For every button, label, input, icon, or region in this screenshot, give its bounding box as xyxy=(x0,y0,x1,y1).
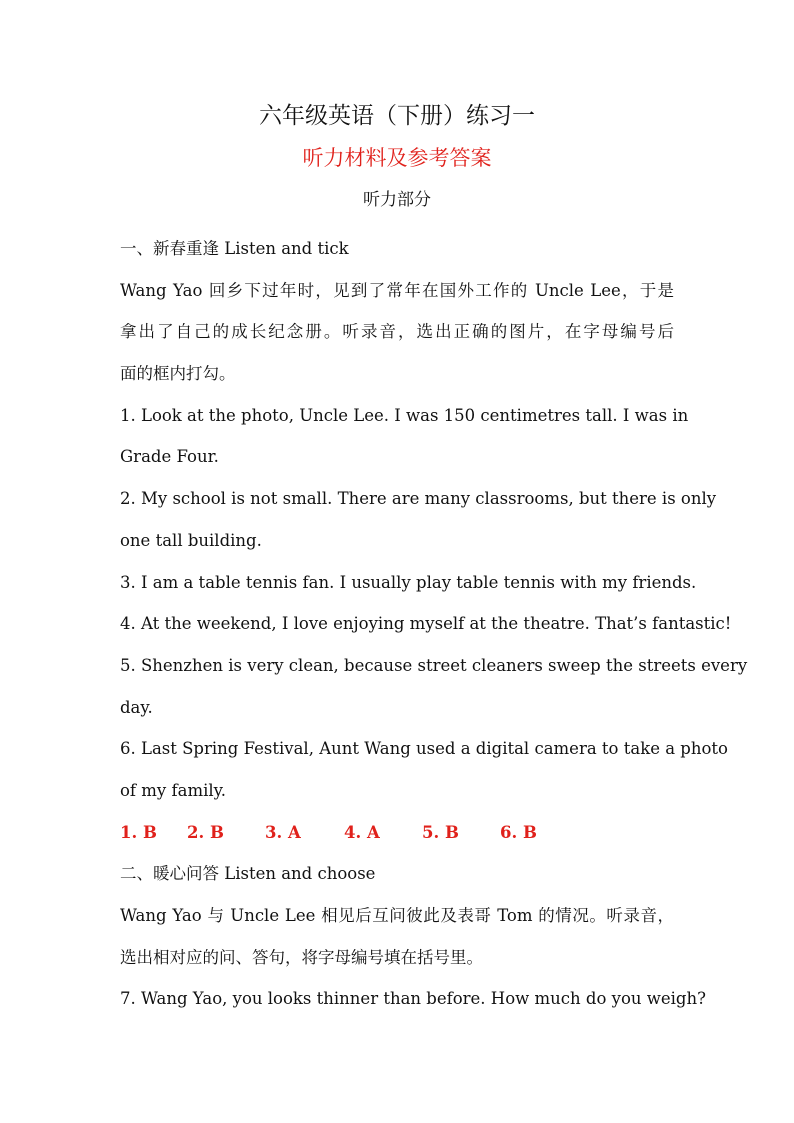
question-5-line: 5. Shenzhen is very clean, because street cleaners sweep the streets every xyxy=(120,655,748,675)
question-4-line: 4. At the weekend, I love enjoying myself at the theatre. That’s fantastic! xyxy=(120,614,732,634)
question-1-line: 1. Look at the photo, Uncle Lee. I was 150 centimetres tall. I was in xyxy=(120,405,689,425)
answer-5: 5. B xyxy=(422,822,459,842)
question-6-line: 6. Last Spring Festival, Aunt Wang used a digital camera to take a photo xyxy=(120,739,728,759)
question-2-line: one tall building. xyxy=(120,530,262,550)
section2-intro-line: Wang Yao 与 Uncle Lee 相见后互问彼此及表哥 Tom 的情况。听录音， xyxy=(120,906,674,925)
page-subtitle: 听力材料及参考答案 xyxy=(302,146,492,170)
part-label: 听力部分 xyxy=(363,190,431,210)
question-3-line: 3. I am a table tennis fan. I usually play table tennis with my friends. xyxy=(120,572,697,592)
answer-4: 4. A xyxy=(344,822,380,842)
answer-6: 6. B xyxy=(500,822,537,842)
answer-2: 2. B xyxy=(187,822,224,842)
section1-heading: 一、新春重逢 Listen and tick xyxy=(120,239,349,258)
section1-intro-line: Wang Yao 回乡下过年时，见到了常年在国外工作的 Uncle Lee，于是 xyxy=(120,280,674,300)
answer-3: 3. A xyxy=(265,822,301,842)
answer-key xyxy=(120,812,674,854)
question-2-line: 2. My school is not small. There are many classrooms, but there is only xyxy=(120,489,717,509)
question-7-line: 7. Wang Yao, you looks thinner than before. How much do you weigh? xyxy=(120,989,706,1009)
section1-intro-line: 面的框内打勾。 xyxy=(120,364,236,384)
question-1-line: Grade Four. xyxy=(120,447,219,467)
answer-1: 1. B xyxy=(120,822,157,842)
question-6-line: of my family. xyxy=(120,780,227,800)
question-5-line: day. xyxy=(120,697,153,717)
section1-intro-line: 拿出了自己的成长纪念册。听录音，选出正确的图片，在字母编号后 xyxy=(120,322,674,342)
section2-intro-line: 选出相对应的问、答句，将字母编号填在括号里。 xyxy=(120,947,483,967)
section2-heading: 二、暖心问答 Listen and choose xyxy=(120,864,376,884)
document-body xyxy=(120,228,748,1020)
page-title: 六年级英语（下册）练习一 xyxy=(259,103,535,129)
